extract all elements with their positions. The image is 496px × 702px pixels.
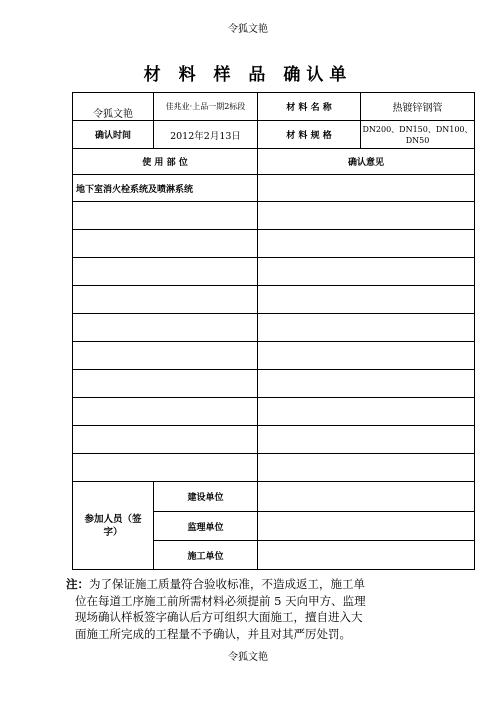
material-spec-value: DN200、DN150、DN100、DN50 <box>361 121 475 149</box>
confirm-opinion-cell[interactable] <box>258 175 475 202</box>
confirm-opinion-cell[interactable] <box>258 454 475 482</box>
participants-label: 参加人员（签字） <box>73 482 154 570</box>
confirm-opinion-cell[interactable] <box>258 426 475 454</box>
table-row <box>73 175 475 202</box>
table-row <box>73 398 475 426</box>
use-location-cell[interactable] <box>73 426 258 454</box>
confirm-opinion-cell[interactable] <box>258 398 475 426</box>
note-line: 现场确认样板签字确认后方可组织大面施工，擅自进入大 <box>75 610 363 624</box>
use-location-cell[interactable] <box>73 230 258 258</box>
confirm-time-value: 2012年2月13日 <box>154 121 258 149</box>
material-name-value: 热镀锌钢管 <box>361 93 475 121</box>
confirm-opinion-cell[interactable] <box>258 314 475 342</box>
table-row <box>73 314 475 342</box>
confirm-time-label: 确认时间 <box>73 121 154 149</box>
confirm-opinion-cell[interactable] <box>258 342 475 370</box>
note-line: 为了保证施工质量符合验收标准，不造成返工，施工单 <box>89 577 365 591</box>
table-row <box>73 149 475 175</box>
cell-preparer: 令狐文艳 <box>73 93 154 121</box>
table-row <box>73 370 475 398</box>
use-location-cell[interactable] <box>73 398 258 426</box>
participant-unit-supervision: 监理单位 <box>154 512 258 541</box>
use-location-cell[interactable] <box>73 286 258 314</box>
table-row <box>73 342 475 370</box>
page-header: 令狐文艳 <box>228 24 268 35</box>
note-label: 注： <box>66 577 89 591</box>
use-location-cell[interactable] <box>73 314 258 342</box>
use-location-cell[interactable] <box>73 202 258 230</box>
confirm-opinion-cell[interactable] <box>258 370 475 398</box>
table-row <box>73 202 475 230</box>
participant-unit-construction-owner: 建设单位 <box>154 482 258 512</box>
page-title: 材 料 样 品 确认单 <box>143 65 353 85</box>
use-location-value: 地下室消火栓系统及喷淋系统 <box>73 175 258 202</box>
material-spec-label: 材 料 规 格 <box>258 121 361 149</box>
signature-field[interactable] <box>258 512 475 541</box>
table-row <box>73 286 475 314</box>
confirm-opinion-cell[interactable] <box>258 230 475 258</box>
table-row <box>73 230 475 258</box>
confirmation-form-table <box>72 92 475 570</box>
page-footer: 令狐文艳 <box>228 652 268 663</box>
confirm-opinion-cell[interactable] <box>258 258 475 286</box>
material-name-label: 材 料 名 称 <box>258 93 361 121</box>
use-location-cell[interactable] <box>73 454 258 482</box>
use-location-header: 使 用 部 位 <box>73 149 258 175</box>
table-row <box>73 454 475 482</box>
use-location-cell[interactable] <box>73 370 258 398</box>
table-row <box>73 121 475 149</box>
signature-field[interactable] <box>258 482 475 512</box>
project-name-cell: 佳兆业·上品一期2标段 <box>154 93 258 121</box>
use-location-cell[interactable] <box>73 342 258 370</box>
note-block <box>66 576 426 642</box>
note-line: 位在每道工序施工前所需材料必须提前 5 天向甲方、监理 <box>75 593 366 608</box>
confirm-opinion-cell[interactable] <box>258 286 475 314</box>
participant-unit-contractor: 施工单位 <box>154 541 258 570</box>
note-line: 面施工所完成的工程量不予确认，并且对其严厉处罚。 <box>75 626 351 641</box>
confirm-opinion-cell[interactable] <box>258 202 475 230</box>
table-row <box>73 93 475 121</box>
signature-field[interactable] <box>258 541 475 570</box>
table-row <box>73 426 475 454</box>
use-location-cell[interactable] <box>73 258 258 286</box>
table-row <box>73 482 475 512</box>
confirm-opinion-header: 确认意见 <box>258 149 475 175</box>
table-row <box>73 258 475 286</box>
